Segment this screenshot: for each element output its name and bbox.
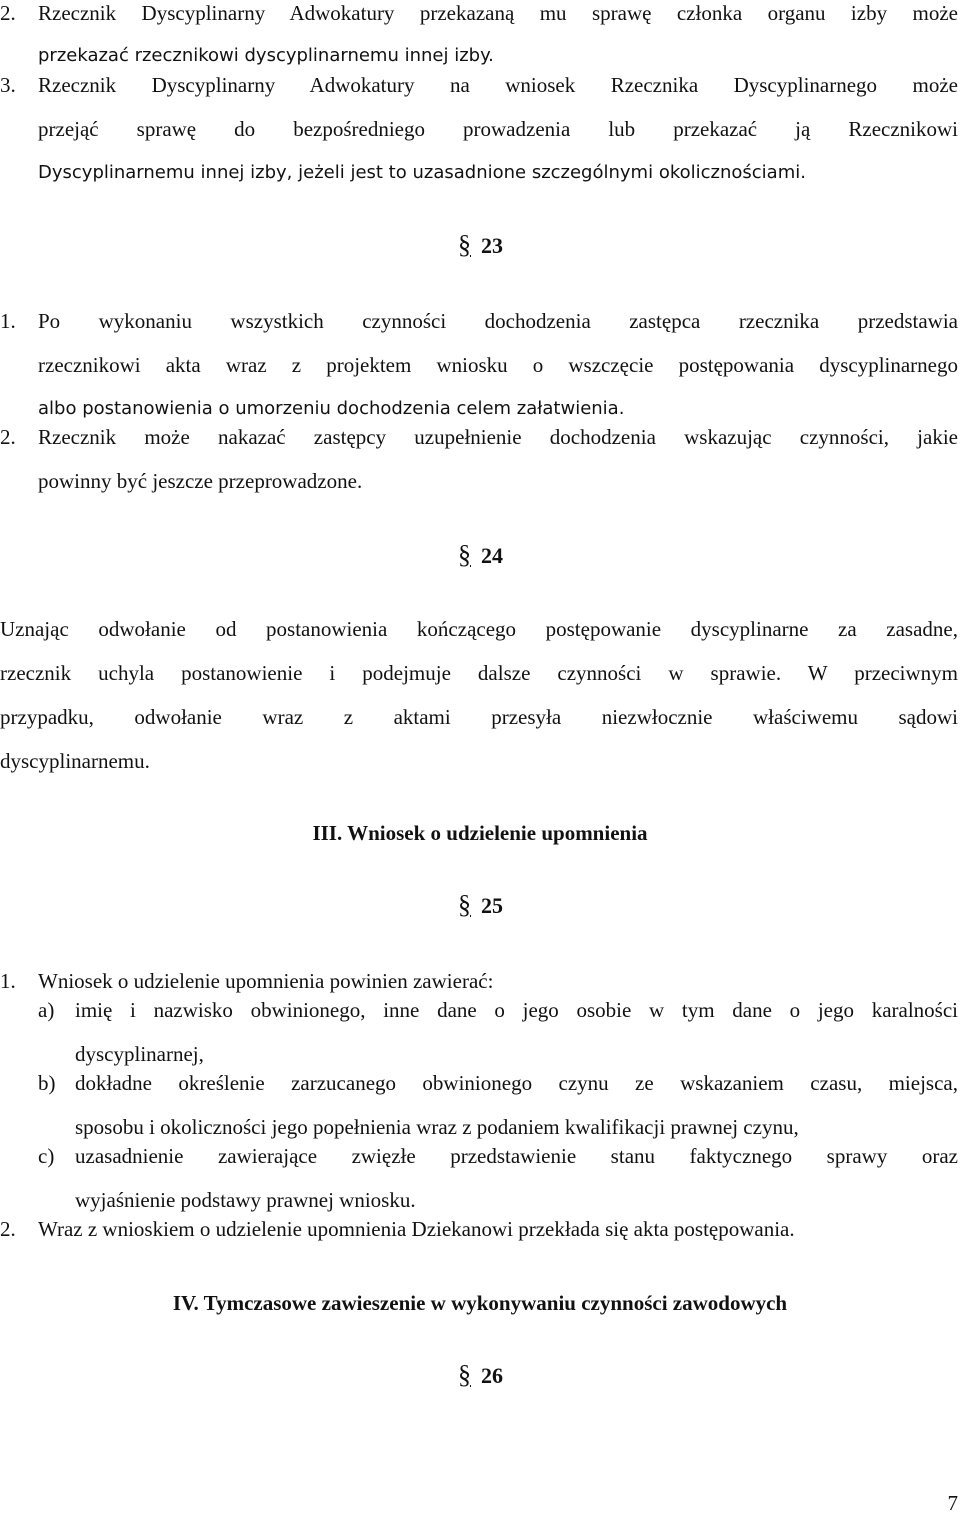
text-line: sposobu i okoliczności jego popełnienia wraz z podaniem kwalifikacji prawnej czynu, [75,1115,799,1139]
text-line: Po wykonaniu wszystkich czynności dochodzenia zastępca rzecznika przedstawia [38,309,958,333]
text-line: Uznając odwołanie od postanowienia kończącego postępowanie dyscyplinarne za zasadne, [0,617,958,641]
paragraph-number: 1. [0,309,16,333]
section-symbol: § [458,1360,471,1389]
text-line: Dyscyplinarnemu innej izby, jeżeli jest to uzasadnione szczególnymi okolicznościami. [38,162,806,183]
paragraph-number: 2. [0,1,16,25]
text-line: przekazać rzecznikowi dyscyplinarnemu innej izby. [38,45,494,66]
section-number: 26 [481,1363,503,1388]
text-line: Rzecznik Dyscyplinarny Adwokatury przekazaną mu sprawę członka organu izby może [38,1,958,25]
text-line: imię i nazwisko obwinionego, inne dane o jego osobie w tym dane o jego karalności [75,998,958,1022]
text-line: Rzecznik może nakazać zastępcy uzupełnienie dochodzenia wskazując czynności, jakie [38,425,958,449]
text-line: Wraz z wnioskiem o udzielenie upomnienia Dziekanowi przekłada się akta postępowania. [38,1217,795,1241]
section-heading-25 [458,890,503,920]
text-line: rzecznik uchyla postanowienie i podejmuje dalsze czynności w sprawie. W przeciwnym [0,661,958,685]
paragraph-number: 2. [0,425,16,449]
text-line: przejąć sprawę do bezpośredniego prowadzenia lub przekazać ją Rzecznikowi [38,117,958,141]
text-line: Wniosek o udzielenie upomnienia powinien zawierać: [38,969,494,993]
text-line: uzasadnienie zawierające zwięzłe przedstawienie stanu faktycznego sprawy oraz [75,1144,958,1168]
text-line: dyscyplinarnej, [75,1042,204,1066]
section-symbol: § [458,890,471,919]
chapter-heading: IV. Tymczasowe zawieszenie w wykonywaniu czynności zawodowych [172,1291,788,1315]
chapter-heading: III. Wniosek o udzielenie upomnienia [312,821,648,845]
list-marker: a) [38,998,55,1022]
text-line: albo postanowienia o umorzeniu dochodzenia celem załatwienia. [38,398,625,419]
section-symbol: § [458,230,471,259]
paragraph-number: 2. [0,1217,16,1241]
section-heading-26 [458,1360,503,1390]
section-number: 24 [481,543,503,568]
text-line: dokładne określenie zarzucanego obwinionego czynu ze wskazaniem czasu, miejsca, [75,1071,958,1095]
page-number: 7 [947,1491,958,1515]
section-number: 23 [481,233,503,258]
text-line: Rzecznik Dyscyplinarny Adwokatury na wniosek Rzecznika Dyscyplinarnego może [38,73,958,97]
text-line: powinny być jeszcze przeprowadzone. [38,469,363,493]
list-marker: b) [38,1071,56,1095]
section-symbol: § [458,540,471,569]
text-line: wyjaśnienie podstawy prawnej wniosku. [75,1188,416,1212]
text-line: dyscyplinarnemu. [0,749,150,773]
paragraph-number: 1. [0,969,16,993]
section-number: 25 [481,893,503,918]
text-line: przypadku, odwołanie wraz z aktami przesyła niezwłocznie właściwemu sądowi [0,705,958,729]
paragraph-number: 3. [0,73,16,97]
list-marker: c) [38,1144,55,1168]
section-heading-23 [458,230,503,260]
text-line: rzecznikowi akta wraz z projektem wniosku o wszczęcie postępowania dyscyplinarnego [38,353,958,377]
section-heading-24 [458,540,503,570]
